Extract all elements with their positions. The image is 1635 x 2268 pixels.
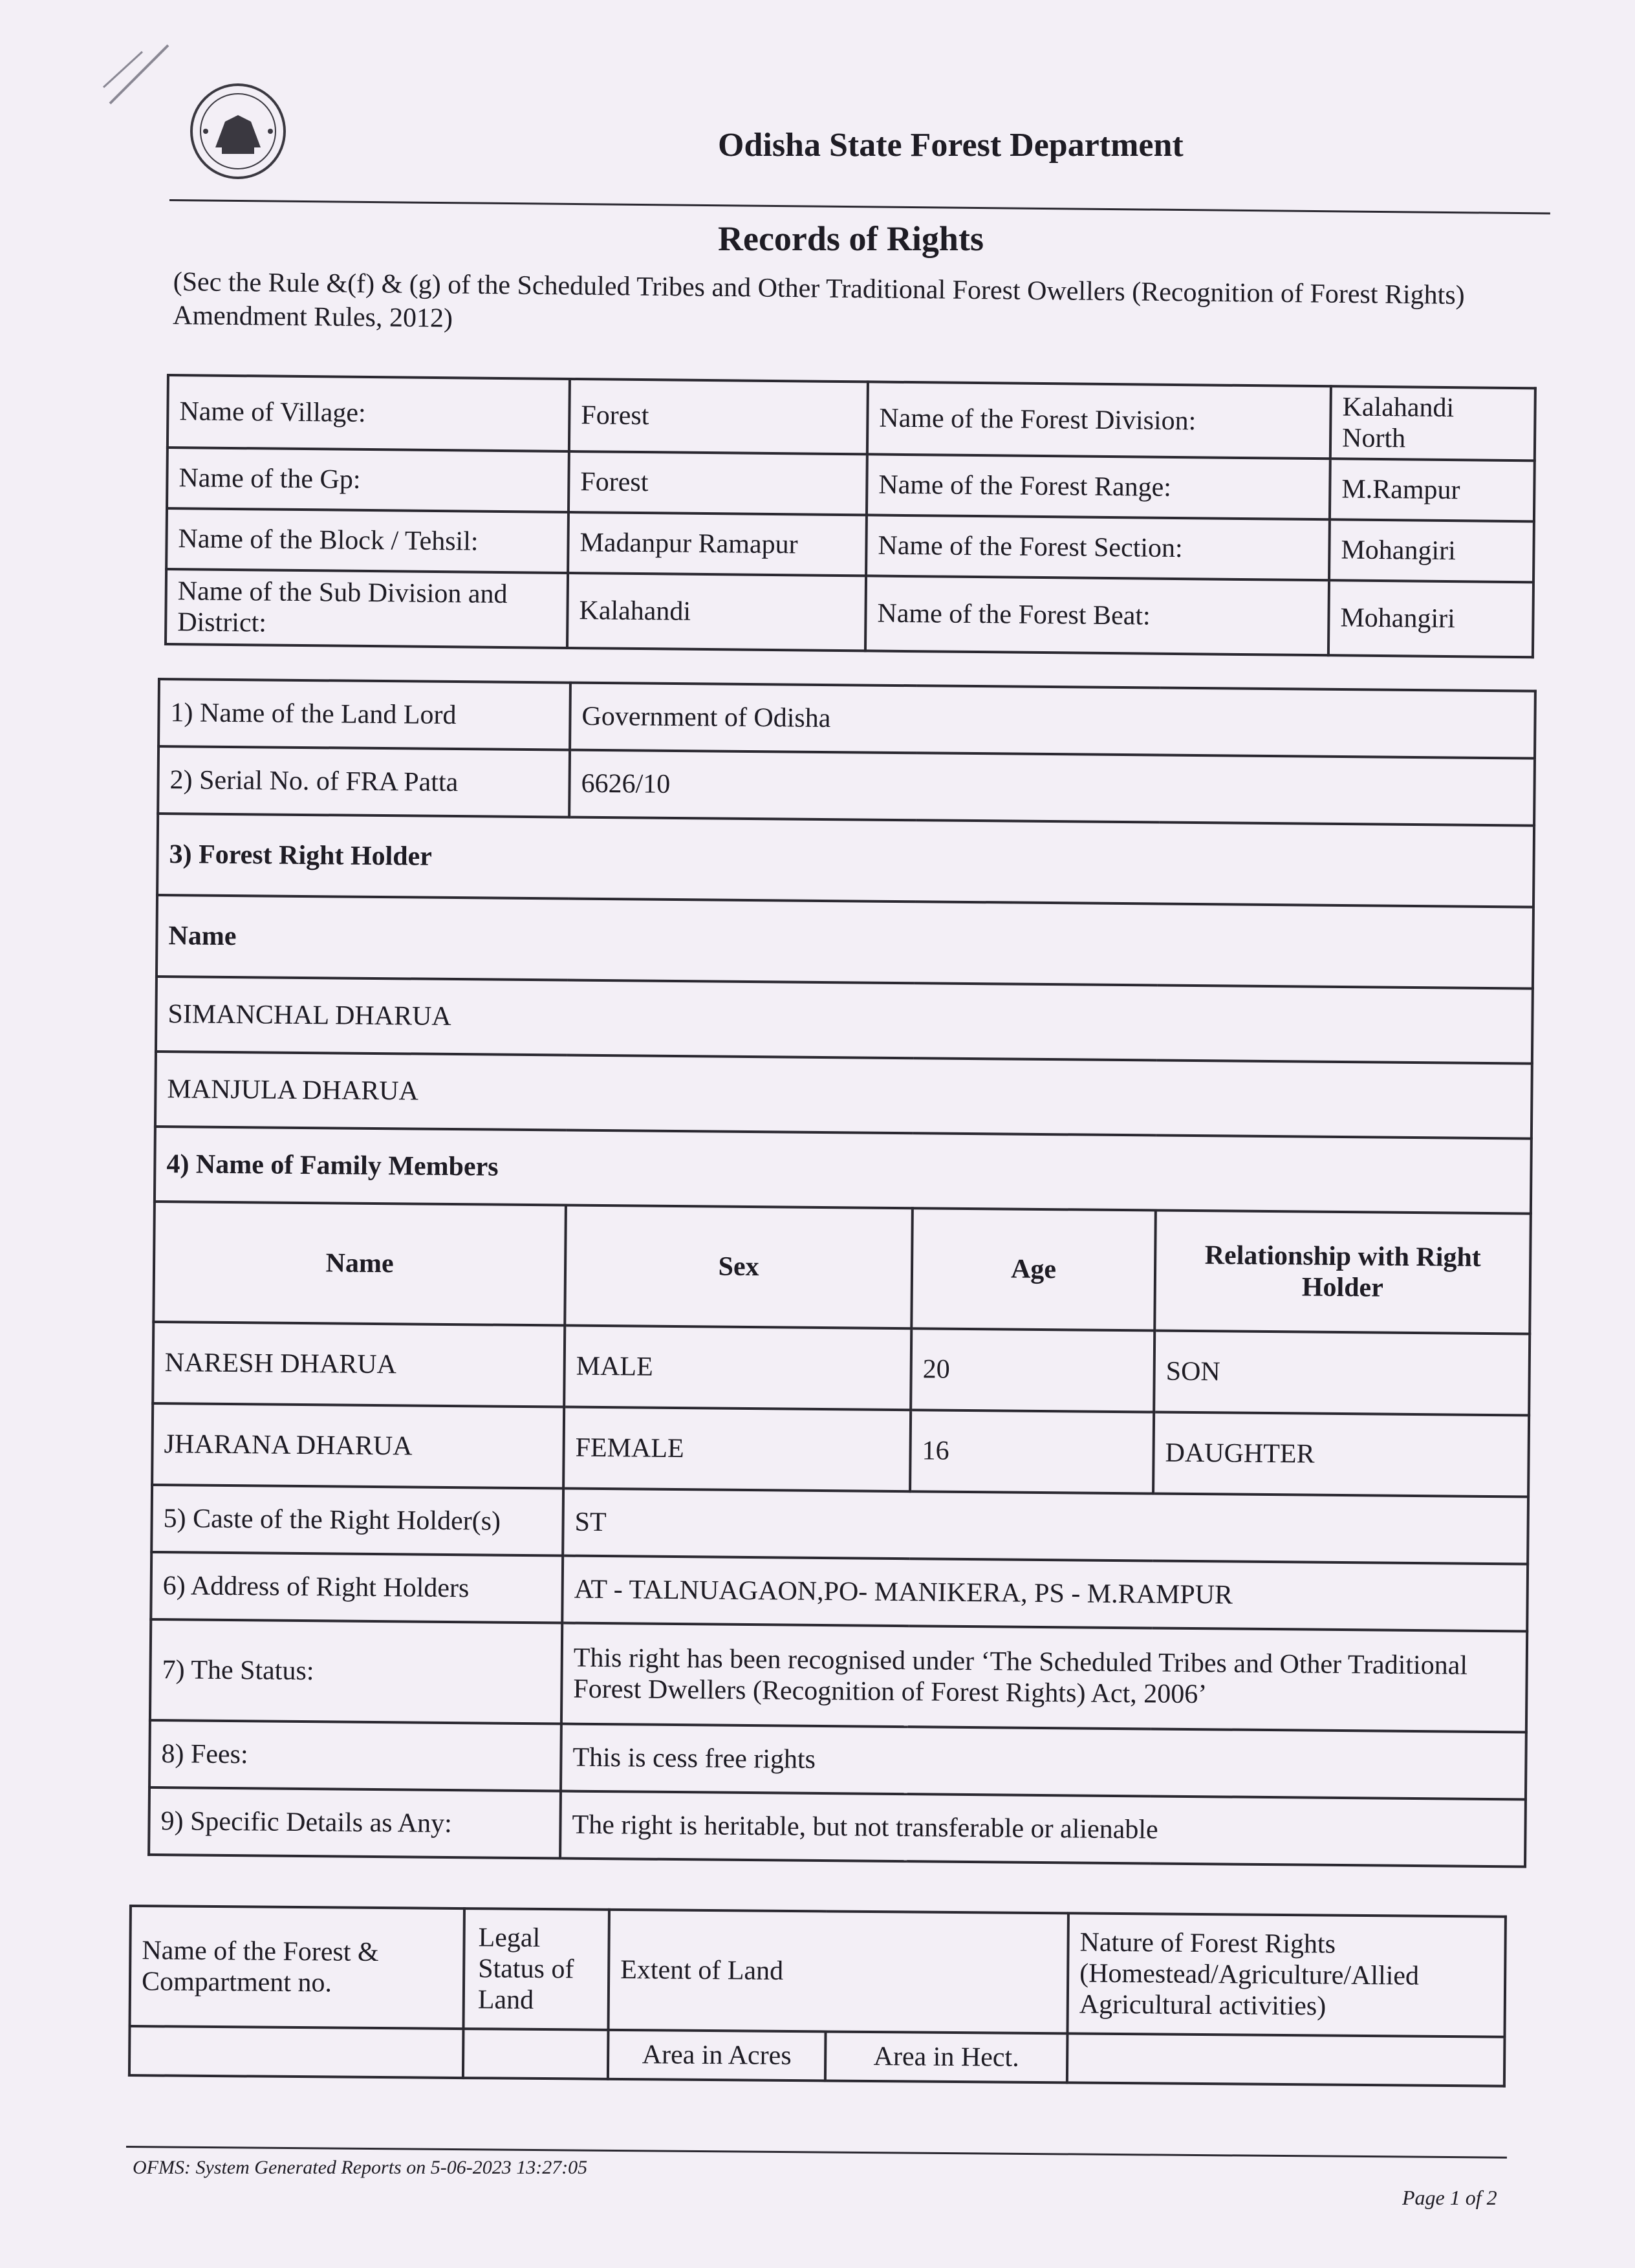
address-label: 6) Address of Right Holders: [151, 1552, 563, 1623]
col-forest-compartment: Name of the Forest & Compartment no.: [130, 1906, 464, 2029]
empty-cell: [1067, 2033, 1505, 2086]
family-name: NARESH DHARUA: [153, 1322, 565, 1407]
table-row: [149, 1720, 1526, 1800]
family-heading: 4) Name of Family Members: [155, 1127, 1532, 1214]
family-sex: FEMALE: [563, 1407, 911, 1492]
state-emblem-icon: [186, 76, 290, 186]
col-legal-status: Legal Status of Land: [464, 1908, 609, 2030]
village-label: Name of Village:: [168, 375, 570, 451]
table-row: [158, 746, 1535, 826]
table-row: [151, 1552, 1528, 1632]
landlord-value: Government of Odisha: [570, 683, 1535, 759]
table-row: [168, 375, 1535, 460]
subdiv-label: Name of the Sub Division and District:: [166, 569, 568, 648]
table-row: [149, 1787, 1526, 1867]
rights-details-table: [147, 678, 1537, 1868]
staple-mark-icon: [97, 39, 175, 110]
rule-subtitle: (Sec the Rule &(f) & (g) of the Scheduled Tribes and Other Traditional Forest Owellers (Recognition of Forest Rights) Amendment Rules, 2012): [172, 266, 1465, 334]
table-row: [129, 2026, 1505, 2086]
col-area-hect: Area in Hect.: [825, 2031, 1068, 2082]
holder-heading: 3) Forest Right Holder: [157, 814, 1534, 907]
family-col-name: Name: [153, 1202, 566, 1326]
block-value: Madanpur Ramapur: [568, 512, 867, 576]
family-age: 16: [910, 1410, 1154, 1493]
col-nature-rights: Nature of Forest Rights (Homestead/Agriculture/Allied Agricultural activities): [1067, 1913, 1505, 2036]
table-row: [151, 1485, 1528, 1564]
page-number: Page 1 of 2: [1402, 2186, 1497, 2209]
family-relation: SON: [1154, 1330, 1530, 1415]
table-row: [156, 977, 1533, 1064]
range-value: M.Rampur: [1330, 459, 1535, 521]
block-label: Name of the Block / Tehsil:: [166, 508, 568, 573]
address-value: AT - TALNUAGAON,PO- MANIKERA, PS - M.RAMPUR: [562, 1556, 1528, 1632]
table-row: [153, 1202, 1531, 1334]
specific-label: 9) Specific Details as Any:: [149, 1787, 561, 1859]
gp-label: Name of the Gp:: [167, 448, 569, 512]
gp-value: Forest: [568, 451, 867, 515]
location-table: [164, 374, 1537, 658]
table-row: [157, 814, 1534, 907]
status-line: This right has been recognised under ‘The Scheduled Tribes and Other Traditional: [573, 1643, 1468, 1681]
table-row: [153, 1322, 1530, 1416]
page-title: Records of Rights: [718, 219, 984, 258]
caste-label: 5) Caste of the Right Holder(s): [151, 1485, 563, 1556]
beat-label: Name of the Forest Beat:: [865, 576, 1329, 655]
serial-label: 2) Serial No. of FRA Patta: [158, 746, 570, 817]
landlord-label: 1) Name of the Land Lord: [158, 679, 570, 750]
serial-value: 6626/10: [569, 750, 1535, 826]
family-name: JHARANA DHARUA: [152, 1403, 564, 1489]
table-row: [157, 895, 1533, 989]
range-label: Name of the Forest Range:: [867, 454, 1330, 519]
fees-value: This is cess free rights: [561, 1724, 1526, 1800]
fees-label: 8) Fees:: [149, 1720, 561, 1791]
generated-timestamp: OFMS: System Generated Reports on 5-06-2023 13:27:05: [133, 2157, 588, 2178]
family-age: 20: [911, 1328, 1154, 1412]
caste-value: ST: [563, 1489, 1528, 1564]
subdiv-value: Kalahandi: [567, 573, 866, 651]
table-row: [158, 679, 1535, 759]
table-row: [155, 1052, 1532, 1139]
division-label: Name of the Forest Division:: [867, 382, 1331, 459]
status-label: 7) The Status:: [150, 1619, 562, 1724]
family-relation: DAUGHTER: [1153, 1412, 1529, 1496]
status-line: Forest Dwellers (Recognition of Forest Rights) Act, 2006’: [573, 1674, 1207, 1710]
table-row: [166, 569, 1533, 657]
section-value: Mohangiri: [1329, 519, 1534, 582]
holder-name: MANJULA DHARUA: [155, 1052, 1532, 1139]
family-col-age: Age: [911, 1208, 1156, 1330]
holder-name: SIMANCHAL DHARUA: [156, 977, 1533, 1064]
table-row: [155, 1127, 1532, 1214]
division-value: Kalahandi North: [1330, 386, 1535, 460]
holder-name-heading: Name: [157, 895, 1533, 989]
family-col-relation: Relationship with Right Holder: [1154, 1210, 1531, 1334]
family-sex: MALE: [564, 1326, 911, 1410]
header-divider: [169, 199, 1550, 214]
department-name: Odisha State Forest Department: [718, 127, 1184, 164]
col-extent: Extent of Land: [609, 1910, 1068, 2034]
land-extent-table: [128, 1905, 1507, 2088]
table-row: [150, 1619, 1527, 1733]
beat-value: Mohangiri: [1328, 580, 1533, 657]
col-area-acres: Area in Acres: [608, 2030, 826, 2081]
village-value: Forest: [569, 379, 868, 454]
status-value: [561, 1623, 1527, 1733]
table-row: [130, 1906, 1506, 2037]
family-col-sex: Sex: [565, 1205, 913, 1329]
specific-value: The right is heritable, but not transferable or alienable: [560, 1791, 1526, 1867]
empty-cell: [129, 2026, 464, 2078]
section-label: Name of the Forest Section:: [866, 515, 1330, 580]
empty-cell: [463, 2029, 609, 2079]
table-row: [152, 1403, 1529, 1497]
